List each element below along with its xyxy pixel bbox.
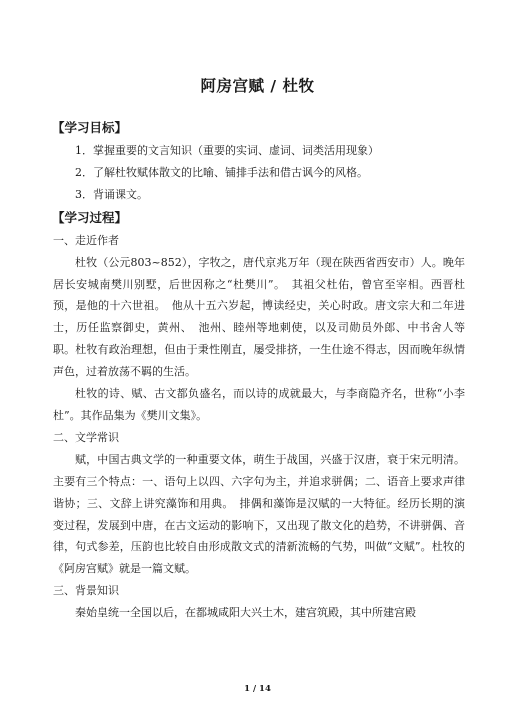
goal-item-2: 2．了解杜牧赋体散文的比喻、铺排手法和借古讽今的风格。 bbox=[75, 165, 368, 179]
subsection-heading-background: 三、背景知识 bbox=[53, 584, 119, 598]
section-heading-goals: 【学习目标】 bbox=[52, 120, 128, 135]
page-number: 1 / 14 bbox=[244, 684, 271, 694]
literature-paragraph-1: 赋，中国古典文学的一种重要文体，萌生于战国，兴盛于汉唐，衰于宋元明清。主要有三个特点：一、语句上以四、六字句为主，并追求骈偶；二、语音上要求声律谐协；三、文辞上讲究藻饰和用典。 排偶和藻饰是汉赋的一大特征。经历长期的演变过程，发展到中唐，在古文运动的影响下，又出现了散文化的趋势，不讲骈偶、音律，句式参差，压韵也比较自由形成散文式的清新流畅的气势，叫做“文赋”。杜牧的《阿房宫赋》就是一篇文赋。 bbox=[53, 452, 465, 576]
section-heading-process: 【学习过程】 bbox=[52, 209, 128, 225]
document-body bbox=[53, 116, 465, 624]
subsection-heading-literature: 二、文学常识 bbox=[53, 430, 119, 444]
goal-item-1: 1．掌握重要的文言知识（重要的实词、虚词、词类活用现象） bbox=[75, 144, 379, 157]
page-title: 阿房宫赋 / 杜牧 bbox=[200, 77, 315, 95]
author-paragraph-2: 杜牧的诗、赋、古文都负盛名，而以诗的成就最大，与李商隐齐名，世称“小李杜”。其作品集为《樊川文集》。 bbox=[53, 387, 465, 422]
goal-item-3: 3．背诵课文。 bbox=[75, 187, 148, 201]
subsection-heading-author: 一、走近作者 bbox=[53, 233, 119, 247]
author-paragraph-1: 杜牧（公元803~852），字牧之，唐代京兆万年（现在陕西省西安市）人。晚年居长安城南樊川别墅，后世因称之“杜樊川”。 其祖父杜佑，曾官至宰相。西晋杜预，是他的十六世祖。 他从十五六岁起，博读经史，关心时政。唐文宗大和二年进士，历任监察御史，黄州、 池州、睦州等地刺使，以及司勋员外郎、中书舍人等职。杜牧有政治理想，但由于秉性刚直，屡受排挤，一生仕途不得志，因而晚年纵情声色，过着放荡不羁的生活。 bbox=[53, 255, 465, 379]
background-paragraph-1: 秦始皇统一全国以后，在都城咸阳大兴土木，建宫筑殿，其中所建宫殿 bbox=[75, 606, 416, 620]
